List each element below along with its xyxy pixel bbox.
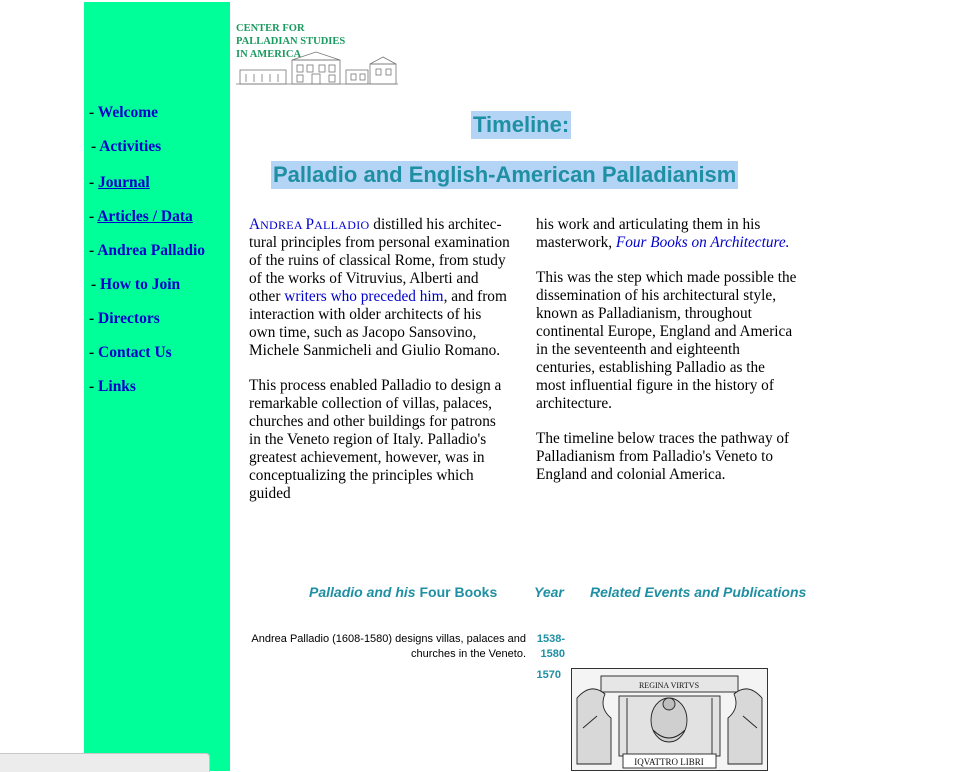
timeline-col-year: Year: [534, 584, 564, 600]
nav-label[interactable]: Articles / Data: [97, 208, 193, 225]
writers-link[interactable]: writers who preceded him: [284, 288, 444, 305]
page-subtitle: Palladio and English-American Palladianism: [273, 162, 737, 187]
intro-paragraph-4: This was the step which made possible the dissemination of his architectural style, known as Palladianism, throughout continental Europe, England and America in the seventeenth and eighteenth centuries, establishing Palladio as the most influential figure in the history of architecture.: [536, 269, 797, 412]
nav-label[interactable]: Andrea Palladio: [97, 242, 205, 259]
nav-item-activities[interactable]: - Activities: [91, 138, 162, 155]
image-caption-bottom: IQVATTRO LIBRI: [634, 757, 704, 767]
timeline-entry: Andrea Palladio (1608-1580) designs villas, palaces and churches in the Veneto.: [251, 633, 526, 660]
nav-label[interactable]: Contact Us: [98, 344, 172, 361]
timeline-col-palladio: Palladio and his Four Books: [309, 584, 498, 600]
intro-paragraph-3: his work and articulating them in his masterwork, Four Books on Architecture.: [536, 216, 790, 251]
site-logo[interactable]: [236, 22, 400, 88]
nav-item-journal[interactable]: - Journal: [89, 174, 150, 191]
building-illustration: [236, 22, 400, 88]
nav-item-directors[interactable]: - Directors: [89, 310, 160, 327]
intro-column-left: [249, 216, 511, 520]
nav-label[interactable]: How to Join: [100, 276, 181, 293]
nav-item-articles-data[interactable]: - Articles / Data: [89, 208, 193, 225]
four-books-frontispiece-image: [571, 668, 768, 771]
andrea-palladio-link[interactable]: ANDREA PALLADIO: [249, 216, 370, 233]
timeline-year: 1538- 1580: [536, 633, 565, 660]
nav-label[interactable]: Activities: [99, 138, 162, 155]
intro-paragraph-1: ANDREA PALLADIO distilled his architec-tural principles from personal examination of the ruins of classical Rome, from study of the works of Vitruvius, Alberti and other writers who preceded him, and from interaction with older architects of his own time, such as Jacopo Sansovino, Michele Sanmicheli and Giulio Romano.: [249, 216, 510, 359]
nav-item-andrea-palladio[interactable]: - Andrea Palladio: [89, 242, 205, 259]
nav-label[interactable]: Links: [98, 378, 136, 395]
page-title: Timeline:: [473, 112, 570, 137]
intro-paragraph-5: The timeline below traces the pathway of Palladianism from Palladio's Veneto to England and colonial America.: [536, 430, 790, 483]
logo-text: CENTER FOR PALLADIAN STUDIES IN AMERICA: [236, 23, 346, 60]
nav-item-how-to-join[interactable]: - How to Join: [91, 276, 181, 293]
timeline-col-related: Related Events and Publications: [590, 584, 807, 600]
nav-label[interactable]: Journal: [98, 174, 150, 191]
timeline-year: 1570: [536, 669, 561, 681]
four-books-link[interactable]: Four Books on Architecture.: [615, 234, 790, 251]
nav-item-contact-us[interactable]: - Contact Us: [89, 344, 172, 361]
browser-status-bar: [0, 753, 210, 772]
intro-paragraph-2: This process enabled Palladio to design a remarkable collection of villas, palaces, churches and other buildings for patrons in the Veneto region of Italy. Palladio's greatest achievement, however, was in conceptualizing the principles which guided: [249, 377, 502, 502]
intro-column-right: [536, 216, 798, 501]
nav-label[interactable]: Welcome: [97, 104, 159, 121]
nav-item-welcome[interactable]: - Welcome: [89, 104, 159, 121]
nav-item-links[interactable]: - Links: [89, 378, 136, 395]
image-caption-top: REGINA VIRTVS: [638, 681, 700, 690]
nav-label[interactable]: Directors: [98, 310, 160, 327]
